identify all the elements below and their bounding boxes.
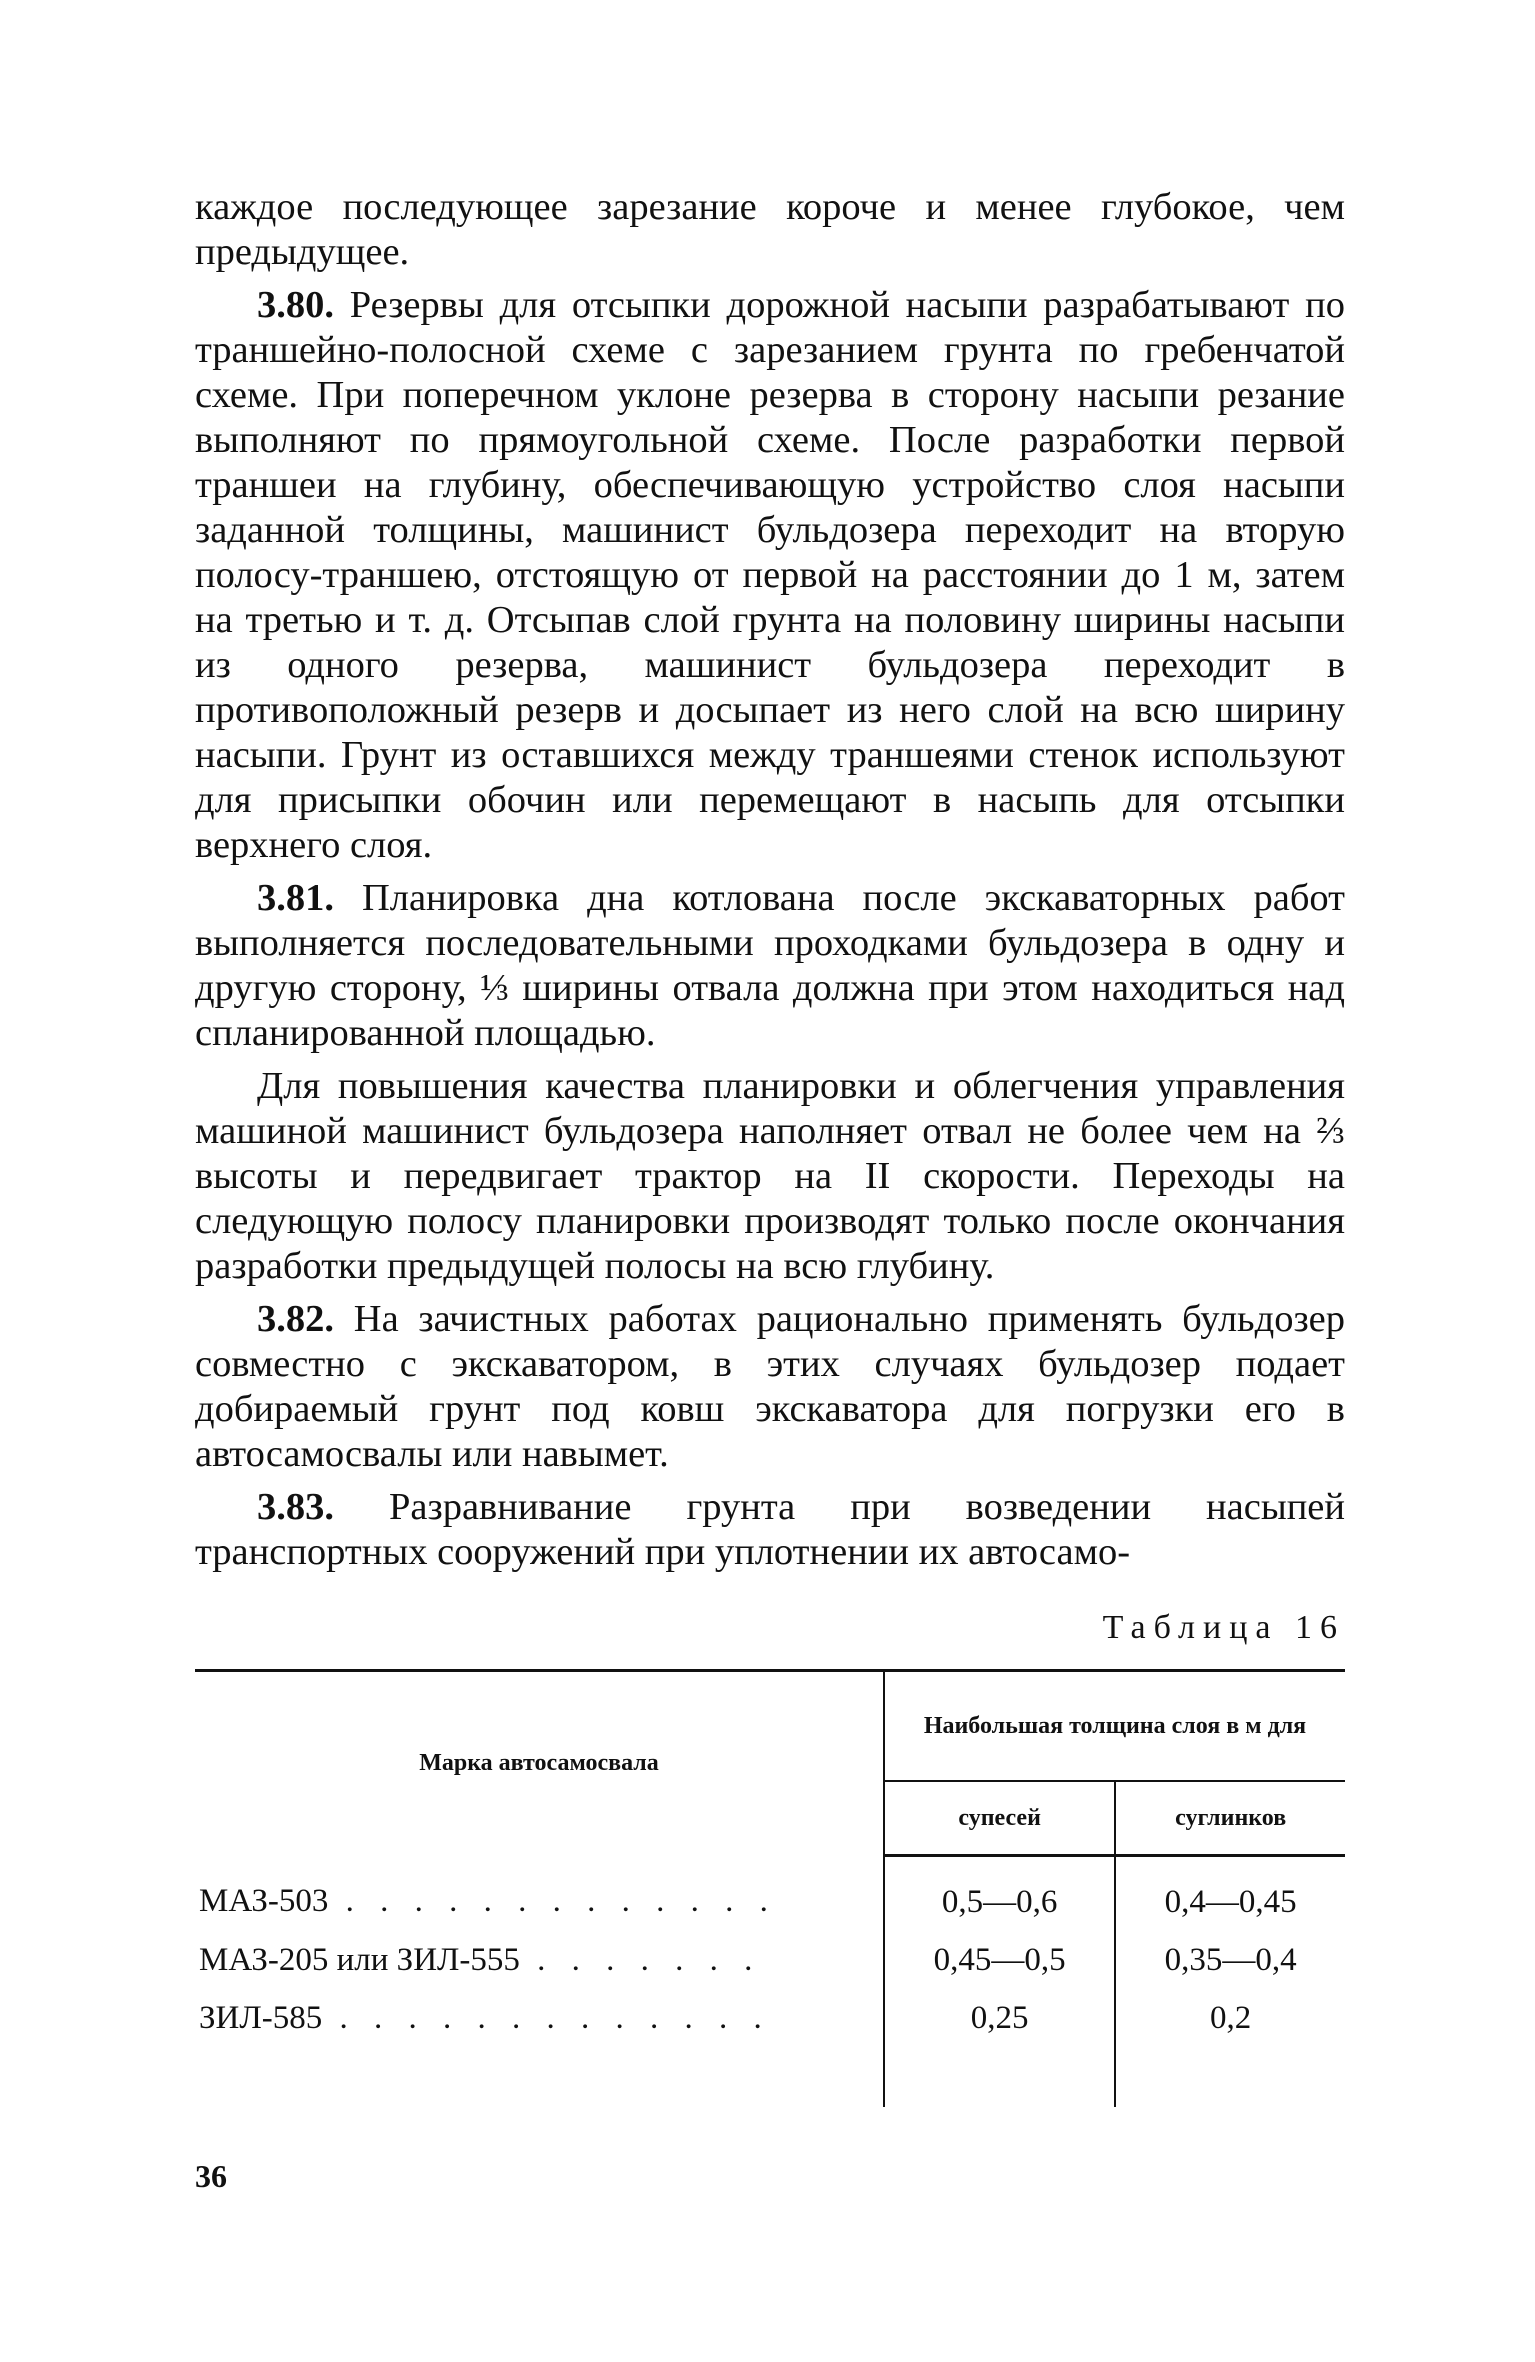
paragraph-3-80 xyxy=(195,283,1345,868)
leader-dots: . . . . . . . xyxy=(519,1941,762,1978)
paragraph-planning-quality xyxy=(195,1064,1345,1289)
row-value-sandy-loam: 0,5—0,6 xyxy=(884,1856,1115,1932)
spacer-cell xyxy=(884,2047,1115,2107)
page-number: 36 xyxy=(195,2158,227,2194)
row-mark: МАЗ-503 . . . . . . . . . . . . . xyxy=(195,1856,884,1932)
row-mark: МАЗ-205 или ЗИЛ-555 . . . . . . . xyxy=(195,1931,884,1989)
row-value-loam: 0,4—0,45 xyxy=(1164,1883,1297,1920)
leader-dots: . . . . . . . . . . . . . xyxy=(328,1882,777,1919)
paragraph-text: На зачистных работах рационально применять бульдозер совместно с экскаватором, в этих случаях бульдозер подает добираемый грунт под ковш экскаватора для погрузки его в автосамосвалы или навымет. xyxy=(195,1298,1345,1475)
section-number: 3.80. xyxy=(257,284,334,326)
header-sandy-loam: супесей xyxy=(884,1781,1115,1856)
paragraph-3-83 xyxy=(195,1485,1345,1575)
paragraph-continuation xyxy=(195,185,1345,275)
paragraph-text: Резервы для отсыпки дорожной насыпи разрабатывают по траншейно-полосной схеме с зарезанием грунта по гребенчатой схеме. При поперечном уклоне резерва в сторону насыпи резание выполняют по прямоугольной схеме. После разработки первой траншеи на глубину, обеспечивающую устройство слоя насыпи заданной толщины, машинист бульдозера переходит на вторую полосу-траншею, отстоящую от первой на расстоянии до 1 м, затем на третью и т. д. Отсыпав слой грунта на половину ширины насыпи из одного резерва, машинист бульдозера переходит в противоположный резерв и досыпает из него слой на всю ширину насыпи. Грунт из оставшихся между траншеями стенок используют для присыпки обочин или перемещают в насыпь для отсыпки верхнего слоя. xyxy=(195,284,1345,866)
section-number: 3.82. xyxy=(257,1298,334,1340)
table-row xyxy=(195,1989,1345,2047)
row-value-loam: 0,35—0,4 xyxy=(1164,1941,1297,1978)
page-body xyxy=(195,185,1345,2107)
spacer-cell xyxy=(1115,2047,1345,2107)
section-number: 3.83. xyxy=(257,1486,334,1528)
section-number: 3.81. xyxy=(257,877,334,919)
header-group: Наибольшая толщина слоя в м для xyxy=(923,1712,1307,1739)
paragraph-3-81 xyxy=(195,876,1345,1056)
paragraph-text: каждое последующее зарезание короче и менее глубокое, чем предыдущее. xyxy=(195,186,1345,273)
header-loam: суглинков xyxy=(1115,1781,1345,1856)
paragraph-text: Планировка дна котлована после экскаваторных работ выполняется последовательными проходками бульдозера в одну и другую сторону, ⅓ ширины отвала должна при этом находиться над спланированной площадью. xyxy=(195,877,1345,1054)
table-row xyxy=(195,1931,1345,1989)
row-value-sandy-loam: 0,45—0,5 xyxy=(884,1931,1115,1989)
paragraph-text: Разравнивание грунта при возведении насыпей транспортных сооружений при уплотнении их автосамо- xyxy=(195,1486,1345,1573)
leader-dots: . . . . . . . . . . . . . xyxy=(322,1999,771,2036)
row-value-loam: 0,2 xyxy=(1210,1999,1252,2036)
header-mark: Марка автосамосвала xyxy=(195,1671,884,1856)
table-row xyxy=(195,1856,1345,1932)
layer-thickness-table xyxy=(195,1669,1345,2107)
paragraph-text: Для повышения качества планировки и облегчения управления машиной машинист бульдозера наполняет отвал не более чем на ⅔ высоты и передвигает трактор на II скорости. Переходы на следующую полосу планировки производят только после окончания разработки предыдущей полосы на всю глубину. xyxy=(195,1065,1345,1287)
table-caption: Таблица 16 xyxy=(1102,1609,1345,1646)
paragraph-3-82 xyxy=(195,1297,1345,1477)
row-value-sandy-loam: 0,25 xyxy=(884,1989,1115,2047)
table-spacer-row xyxy=(195,2047,1345,2107)
row-mark: ЗИЛ-585 . . . . . . . . . . . . . xyxy=(195,1989,884,2047)
spacer-cell xyxy=(195,2047,884,2107)
